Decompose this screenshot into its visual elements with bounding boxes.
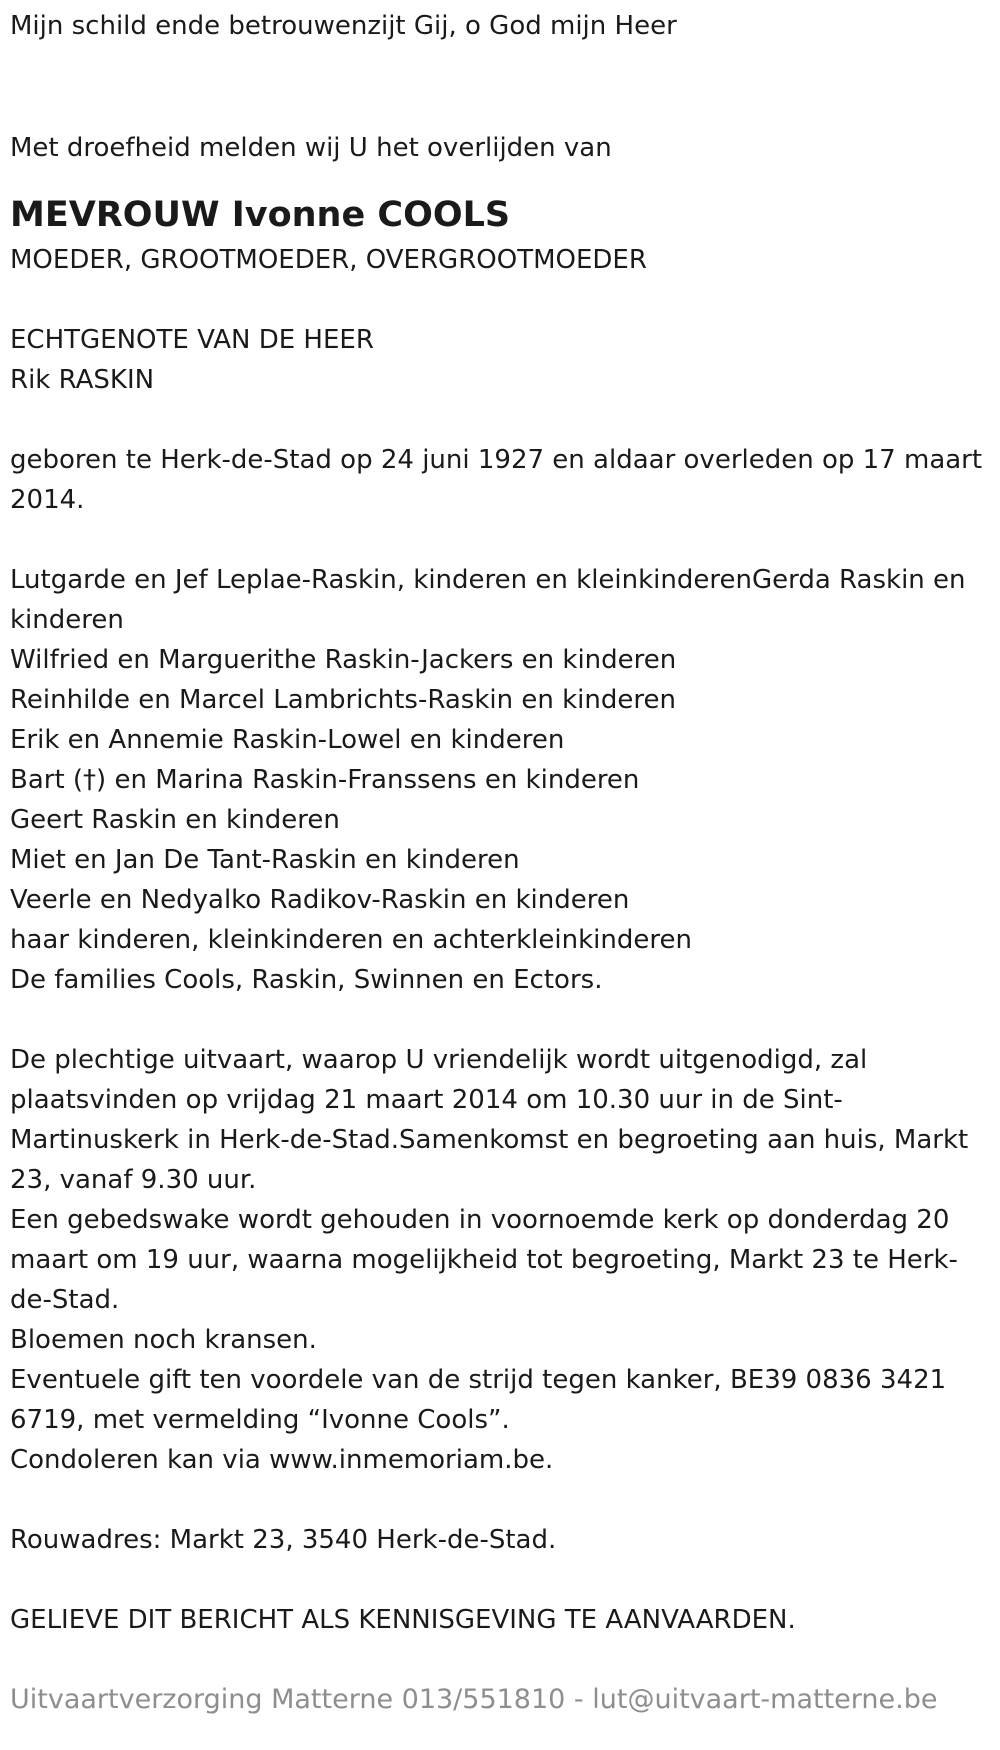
family-line: Reinhilde en Marcel Lambrichts-Raskin en kinderen <box>10 685 676 715</box>
family-line: Wilfried en Marguerithe Raskin-Jackers en kinderen <box>10 645 677 675</box>
condolence-text: Condoleren kan via www.inmemoriam.be. <box>10 1445 554 1475</box>
spacer <box>10 1640 985 1680</box>
deceased-name: MEVROUW Ivonne COOLS <box>10 195 511 235</box>
donation-text: Eventuele gift ten voordele van de strijd tegen kanker, BE39 0836 3421 6719, met vermelding “Ivonne Cools”. <box>10 1365 947 1435</box>
spouse-title: ECHTGENOTE VAN DE HEER <box>10 325 374 355</box>
spacer <box>10 1000 985 1040</box>
birth-death-text: geboren te Herk-de-Stad op 24 juni 1927 en aldaar overleden op 17 maart 2014. <box>10 445 983 515</box>
spacer <box>10 1480 985 1520</box>
spacer <box>10 46 985 128</box>
spacer <box>10 280 985 320</box>
prayer-wake-text: Een gebedswake wordt gehouden in voornoemde kerk op donderdag 20 maart om 19 uur, waarna mogelijkheid tot begroeting, Markt 23 te Herk-de-Stad. <box>10 1205 958 1315</box>
spacer <box>10 520 985 560</box>
spacer <box>10 168 985 190</box>
intro-text: Met droefheid melden wij U het overlijden van <box>10 133 612 163</box>
notice-text: GELIEVE DIT BERICHT ALS KENNISGEVING TE AANVAARDEN. <box>10 1605 796 1635</box>
flowers-text: Bloemen noch kransen. <box>10 1325 317 1355</box>
spouse-name: Rik RASKIN <box>10 365 155 395</box>
family-line: De families Cools, Raskin, Swinnen en Ectors. <box>10 965 603 995</box>
funeral-home-footer: Uitvaartverzorging Matterne 013/551810 - lut@uitvaart-matterne.be <box>10 1684 938 1715</box>
family-line: Veerle en Nedyalko Radikov-Raskin en kinderen <box>10 885 630 915</box>
family-list <box>10 560 985 1000</box>
spacer <box>10 400 985 440</box>
family-line: Bart (†) en Marina Raskin-Franssens en kinderen <box>10 765 640 795</box>
family-line: Erik en Annemie Raskin-Lowel en kinderen <box>10 725 565 755</box>
relations-text: MOEDER, GROOTMOEDER, OVERGROOTMOEDER <box>10 245 647 275</box>
mourning-address: Rouwadres: Markt 23, 3540 Herk-de-Stad. <box>10 1525 557 1555</box>
family-line: haar kinderen, kleinkinderen en achterkleinkinderen <box>10 925 692 955</box>
family-line: Geert Raskin en kinderen <box>10 805 340 835</box>
motto-text: Mijn schild ende betrouwenzijt Gij, o God mijn Heer <box>10 11 677 41</box>
spacer <box>10 1560 985 1600</box>
obituary-document <box>10 6 985 1720</box>
family-line: Miet en Jan De Tant-Raskin en kinderen <box>10 845 520 875</box>
family-line: Lutgarde en Jef Leplae-Raskin, kinderen en kleinkinderenGerda Raskin en kinderen <box>10 565 966 635</box>
funeral-service-text: De plechtige uitvaart, waarop U vriendelijk wordt uitgenodigd, zal plaatsvinden op vrijdag 21 maart 2014 om 10.30 uur in de Sint-Martinuskerk in Herk-de-Stad.Samenkomst en begroeting aan huis, Markt 23, vanaf 9.30 uur. <box>10 1045 969 1195</box>
